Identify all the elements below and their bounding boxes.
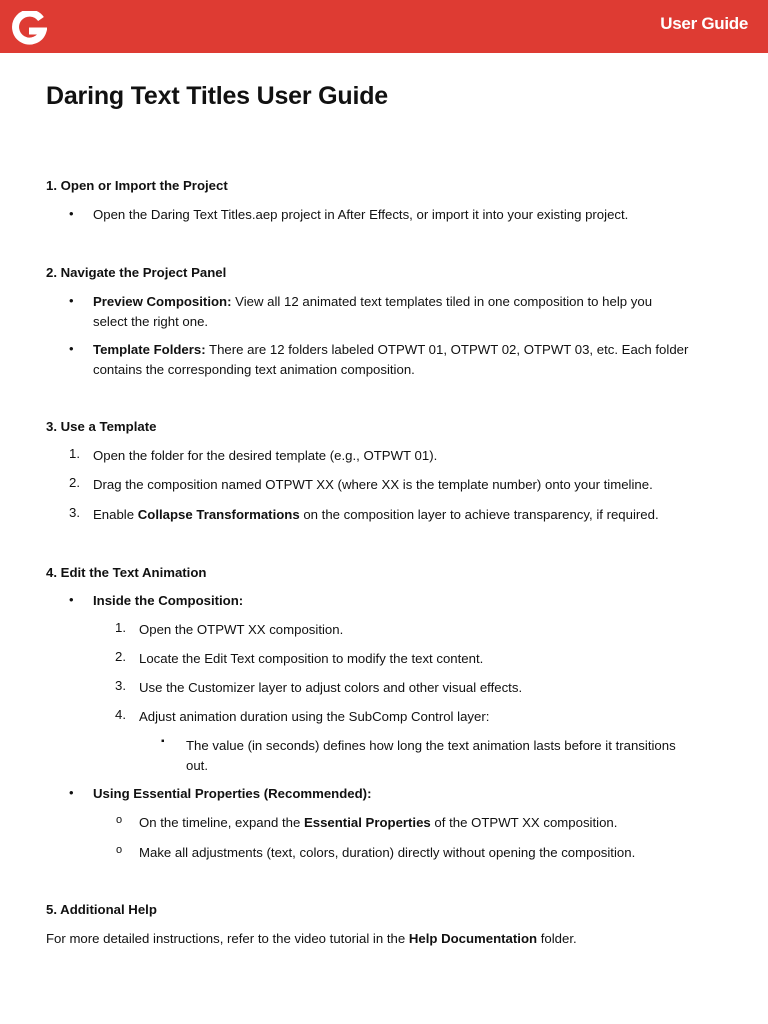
- help-text-emphasis: Help Documentation: [408, 931, 538, 946]
- bullet-icon: •: [69, 293, 74, 308]
- item-label: Template Folders:: [93, 342, 206, 357]
- subsection-label: Inside the Composition:: [93, 593, 244, 608]
- step-text-start: Enable: [93, 507, 138, 522]
- subsection-label: Using Essential Properties (Recommended):: [93, 786, 372, 801]
- step-text: Adjust animation duration using the SubComp Control layer:: [139, 709, 490, 724]
- list-item: [93, 340, 723, 380]
- list-item: Make all adjustments (text, colors, duration) directly without opening the composition.: [139, 845, 636, 860]
- bullet-icon: •: [69, 592, 74, 607]
- step-number: 4.: [115, 707, 126, 722]
- bullet-icon: •: [69, 206, 74, 221]
- step-text: Use the Customizer layer to adjust colors and other visual effects.: [139, 680, 523, 695]
- section-heading: 4. Edit the Text Animation: [46, 565, 207, 580]
- step-number: 2.: [69, 475, 80, 490]
- page-header: [0, 0, 768, 53]
- step-text: Open the folder for the desired template (e.g., OTPWT 01).: [93, 448, 438, 463]
- list-item: [93, 292, 713, 332]
- step-text: Drag the composition named OTPWT XX (where XX is the template number) onto your timeline.: [93, 477, 653, 492]
- list-item: [186, 736, 746, 776]
- item-text: View all 12 animated text templates tiled in one composition to help you: [231, 294, 653, 309]
- item-text-start: On the timeline, expand the: [139, 815, 304, 830]
- page-title: Daring Text Titles User Guide: [46, 82, 388, 110]
- step-number: 3.: [115, 678, 126, 693]
- step-number: 2.: [115, 649, 126, 664]
- item-label: Preview Composition:: [93, 294, 232, 309]
- item-text: There are 12 folders labeled OTPWT 01, OTPWT 02, OTPWT 03, etc. Each folder: [205, 342, 689, 357]
- section-heading: 3. Use a Template: [46, 419, 157, 434]
- square-bullet-icon: ▪: [161, 736, 165, 747]
- help-text-end: folder.: [537, 931, 577, 946]
- section-heading: 1. Open or Import the Project: [46, 178, 228, 193]
- step-text: [93, 505, 659, 525]
- header-label: User Guide: [660, 14, 748, 33]
- circle-bullet-icon: o: [116, 844, 123, 856]
- item-text-end: of the OTPWT XX composition.: [430, 815, 618, 830]
- note-text: The value (in seconds) defines how long the text animation lasts before it transitions: [186, 738, 676, 753]
- item-text-continued: select the right one.: [93, 314, 209, 329]
- section-heading: 5. Additional Help: [46, 902, 157, 917]
- step-text: Open the OTPWT XX composition.: [139, 622, 344, 637]
- step-text-emphasis: Collapse Transformations: [137, 507, 300, 522]
- step-number: 3.: [69, 505, 80, 520]
- note-text-continued: out.: [186, 758, 208, 773]
- circle-bullet-icon: o: [116, 814, 123, 826]
- step-text-end: on the composition layer to achieve transparency, if required.: [299, 507, 659, 522]
- list-item: [139, 813, 617, 833]
- step-text: Locate the Edit Text composition to modify the text content.: [139, 651, 484, 666]
- help-text-start: For more detailed instructions, refer to the video tutorial in the: [46, 931, 409, 946]
- list-item: Open the Daring Text Titles.aep project in After Effects, or import it into your existing project.: [93, 207, 629, 222]
- bullet-icon: •: [69, 341, 74, 356]
- bullet-icon: •: [69, 785, 74, 800]
- item-text-emphasis: Essential Properties: [303, 815, 431, 830]
- brand-logo-icon: [11, 11, 47, 45]
- item-text-continued: contains the corresponding text animation composition.: [93, 362, 415, 377]
- help-paragraph: [46, 929, 577, 949]
- step-number: 1.: [115, 620, 126, 635]
- section-heading: 2. Navigate the Project Panel: [46, 265, 227, 280]
- step-number: 1.: [69, 446, 80, 461]
